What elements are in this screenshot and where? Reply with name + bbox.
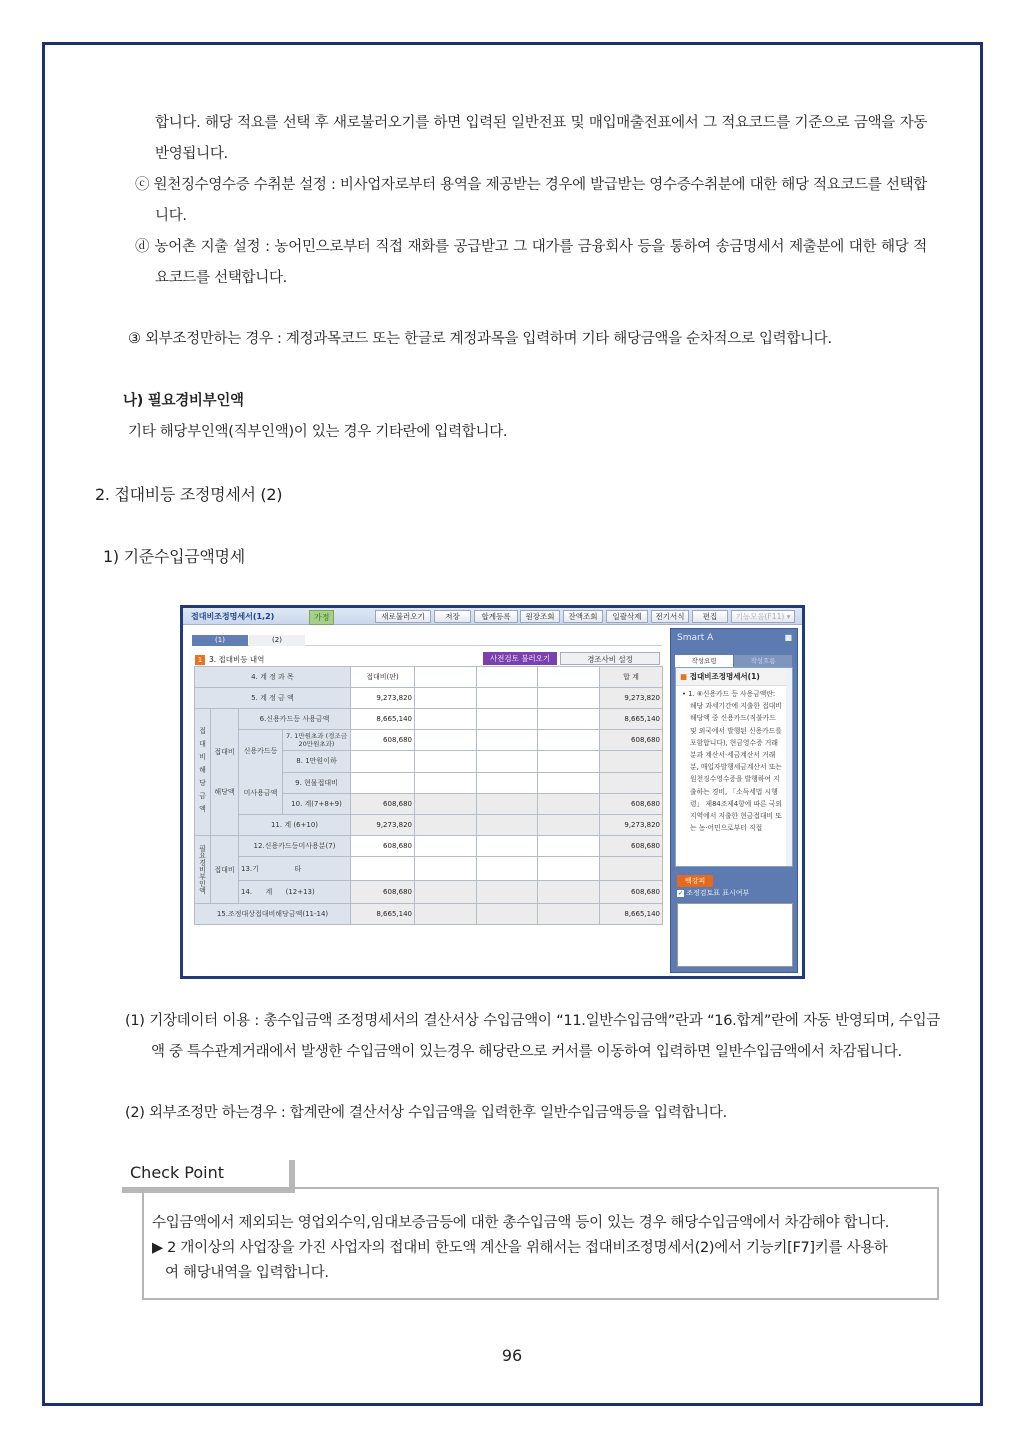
row-label: 15.조정대상접대비해당금액(11-14) — [195, 904, 351, 925]
label-part: 미사용금액 — [243, 789, 278, 797]
edit-button[interactable]: 편집 — [692, 610, 728, 623]
table-header-row — [195, 667, 663, 688]
row-label: 7. 1만원초과 (경조금20만원초과) — [283, 730, 351, 751]
cell[interactable] — [415, 857, 477, 881]
bullet-icon: ■ — [680, 672, 688, 681]
cell[interactable] — [538, 730, 600, 751]
row-label: 12.신용카드등미사용분(7) — [239, 836, 351, 857]
bulk-delete-button[interactable]: 일괄삭제 — [606, 610, 648, 623]
na-text: 기타 해당부인액(직부인액)이 있는 경우 기타란에 입력합니다. — [128, 424, 508, 440]
row-label: 5. 계 정 금 액 — [195, 688, 351, 709]
functions-dropdown[interactable]: 기능모음(F11) ▾ — [731, 610, 795, 623]
total-register-button[interactable]: 합계등록 — [474, 610, 518, 623]
checkbox-label: 조정검토표 표시여부 — [686, 889, 750, 897]
cell[interactable] — [415, 772, 477, 793]
cell-value[interactable]: 9,273,820 — [351, 688, 415, 709]
cell[interactable] — [415, 836, 477, 857]
cell-total — [600, 772, 663, 793]
cell-total: 608,680 — [600, 836, 663, 857]
tab-bar — [192, 635, 662, 646]
group-label: 필요경비부인액 — [195, 836, 211, 904]
table-row — [195, 881, 663, 904]
cell — [477, 904, 538, 925]
guide-content — [675, 667, 793, 867]
cell[interactable] — [477, 772, 538, 793]
cell[interactable] — [538, 751, 600, 772]
item-c: ⓒ 원천징수영수증 수취분 설정 : 비사업자로부터 용역을 제공받는 경우에 발급받는 영수증수취분에 대한 해당 적요코드를 선택합니다. — [135, 177, 927, 224]
cell[interactable] — [351, 772, 415, 793]
cell[interactable] — [538, 772, 600, 793]
group-sub-label — [211, 709, 239, 836]
item-3: ③ 외부조정만하는 경우 : 계정과목코드 또는 한글로 계정과목을 입력하며 기타 해당금액을 순차적으로 입력합니다. — [128, 331, 832, 347]
item-d: ⓓ 농어촌 지출 설정 : 농어민으로부터 직접 재화를 공급받고 그 대가를 금융회사 등을 통하여 송금명세서 제출분에 대한 해당 적요코드를 선택합니다. — [135, 239, 927, 286]
cell-value: 9,273,820 — [351, 815, 415, 836]
cell — [538, 904, 600, 925]
header-col2[interactable] — [415, 667, 477, 688]
table-row — [195, 836, 663, 857]
label-part: 신용카드등 — [243, 747, 278, 755]
tab-flow[interactable]: 작성흐름 — [734, 655, 792, 667]
row-label: 10. 계(7+8+9) — [283, 793, 351, 814]
row-label: 9. 현물접대비 — [283, 772, 351, 793]
subsection-heading-1: 1) 기준수입금액명세 — [103, 547, 245, 566]
guide-heading-text: 접대비조정명세서(1) — [689, 672, 760, 681]
cell[interactable] — [538, 857, 600, 881]
scrollbar[interactable] — [786, 668, 792, 867]
cell-value: 8,665,140 — [351, 904, 415, 925]
reload-button[interactable]: 새로불러오기 — [375, 610, 431, 623]
cell[interactable] — [415, 730, 477, 751]
memo-box[interactable] — [677, 903, 793, 967]
header-account: 4. 계 정 과 목 — [195, 667, 351, 688]
paragraph-b: 합니다. 해당 적요를 선택 후 새로불러오기를 하면 입력된 일반전표 및 매입매출전표에서 그 적요코드를 기준으로 금액을 자동 반영됩니다. — [155, 115, 927, 162]
smart-a-panel — [670, 628, 798, 973]
entertainment-table — [194, 666, 663, 925]
ledger-button[interactable]: 원장조회 — [520, 610, 560, 623]
row-label: 14. 계 (12+13) — [239, 881, 351, 904]
toolbar — [183, 608, 802, 625]
note-2: (2) 외부조정만 하는경우 : 합계란에 결산서상 수입금액을 입력한후 일반수입금액등을 입력합니다. — [125, 1105, 727, 1121]
cell — [415, 881, 477, 904]
cell[interactable] — [538, 709, 600, 730]
cell — [538, 793, 600, 814]
row-label: 11. 계 (6+10) — [239, 815, 351, 836]
checkbox-icon[interactable]: ✓ — [677, 890, 684, 897]
cell-total: 608,680 — [600, 881, 663, 904]
tab-guide[interactable]: 작성요령 — [675, 655, 733, 667]
cell-total: 8,665,140 — [600, 709, 663, 730]
precheck-button[interactable]: 사전검토 불러오기 — [483, 652, 557, 665]
cell — [477, 815, 538, 836]
cell — [415, 793, 477, 814]
group-label: 접대비해당금액 — [195, 709, 211, 836]
tab-2[interactable]: (2) — [249, 635, 305, 646]
cell-total — [600, 751, 663, 772]
header-col3[interactable] — [477, 667, 538, 688]
cell[interactable] — [477, 751, 538, 772]
label-part: 접대비 — [214, 748, 235, 756]
row-label: 13.기 타 — [239, 857, 351, 881]
section-title: 3. 접대비등 내역 — [209, 655, 265, 664]
cell — [538, 815, 600, 836]
cell[interactable] — [477, 857, 538, 881]
cell[interactable] — [415, 709, 477, 730]
section-heading-2: 2. 접대비등 조정명세서 (2) — [95, 485, 283, 504]
cell-total: 608,680 — [600, 730, 663, 751]
group-sub-label: 접대비 — [211, 836, 239, 904]
table-row — [195, 730, 663, 751]
cell-value[interactable]: 608,680 — [351, 730, 415, 751]
cell-total: 8,665,140 — [600, 904, 663, 925]
cell — [477, 793, 538, 814]
cell-value[interactable]: 608,680 — [351, 836, 415, 857]
cell[interactable] — [477, 709, 538, 730]
note-1: (1) 기장데이터 이용 : 총수입금액 조정명세서의 결산서상 수입금액이 “11.일반수입금액”란과 “16.합계”란에 자동 반영되며, 수입금액 중 특수관계거래에서 발생한 수입금액이 있는경우 해당란으로 커서를 이동하여 입력하면 일반수입금액에서 차감됩니다. — [125, 1013, 940, 1060]
cell[interactable] — [415, 751, 477, 772]
table-row — [195, 709, 663, 730]
cell[interactable] — [477, 836, 538, 857]
header-total: 합 계 — [600, 667, 663, 688]
page-number: 96 — [501, 1346, 523, 1365]
section-number-icon: 1 — [195, 655, 205, 665]
table-row — [195, 904, 663, 925]
checkpoint-line: ▶ 2 개이상의 사업장을 가진 사업자의 접대비 한도액 계산을 위해서는 접대비조정명세서(2)에서 기능키[F7]키를 사용하 — [152, 1240, 888, 1256]
panel-title: Smart A — [677, 633, 714, 643]
review-checkbox[interactable] — [677, 888, 749, 898]
subgroup-label — [239, 730, 283, 815]
table-row — [195, 815, 663, 836]
cell[interactable] — [351, 751, 415, 772]
app-screenshot — [180, 605, 805, 979]
cell[interactable] — [415, 688, 477, 709]
table-row — [195, 688, 663, 709]
label-part: 해당액 — [214, 788, 235, 796]
cell-total: 608,680 — [600, 793, 663, 814]
header-col4[interactable] — [538, 667, 600, 688]
header-col1[interactable]: 접대비(판) — [351, 667, 415, 688]
balance-button[interactable]: 잔액조회 — [563, 610, 603, 623]
cell[interactable] — [477, 730, 538, 751]
cell-value: 608,680 — [351, 793, 415, 814]
cell-total — [600, 857, 663, 881]
memo-button[interactable]: 백강피 — [677, 875, 713, 887]
cell — [415, 904, 477, 925]
prior-form-button[interactable]: 전기서식 — [651, 610, 689, 623]
cell — [477, 881, 538, 904]
table-row — [195, 857, 663, 881]
guide-heading — [676, 668, 792, 686]
cell-total: 9,273,820 — [600, 815, 663, 836]
section-label — [195, 654, 264, 665]
guide-text: • 1. ⑥신용카드 등 사용금액란: 해당 과세기간에 지출한 접대비해당액 중 신용카드(직불카드 및 외국에서 발행된 신용카드를 포함합니다), 현금영수증 거래분과 계산서·세금계산서 거래분, 매입자발행세금계산서 또는 원천징수영수증을 발행하여 지출하는 경비, 「소득세법 시행령」 제84조제4항에 따른 국외지역에서 지출한 현금접대비 또는 농·어민으로부터 직접 — [682, 690, 782, 833]
checkpoint-label: Check Point — [130, 1163, 225, 1182]
save-button[interactable]: 저장 — [434, 610, 471, 623]
checkpoint-line: 여 해당내역을 입력합니다. — [165, 1265, 329, 1281]
cell-value: 608,680 — [351, 881, 415, 904]
checkpoint-line: 수입금액에서 제외되는 영업외수익,임대보증금등에 대한 총수입금액 등이 있는 경우 해당수입금액에서 차감해야 합니다. — [152, 1215, 890, 1231]
row-label: 8. 1만원이하 — [283, 751, 351, 772]
tab-1[interactable]: (1) — [192, 635, 248, 646]
status-badge: 가정 — [309, 610, 334, 625]
cell-total: 9,273,820 — [600, 688, 663, 709]
cell[interactable] — [477, 688, 538, 709]
window-title: 접대비조정명세서(1,2) — [191, 612, 275, 621]
cell — [538, 881, 600, 904]
subheading-na: 나) 필요경비부인액 — [123, 393, 244, 409]
row-label: 6.신용카드등 사용금액 — [239, 709, 351, 730]
cell — [415, 815, 477, 836]
cell[interactable] — [351, 857, 415, 881]
cell[interactable] — [538, 836, 600, 857]
pin-icon[interactable]: ■ — [784, 633, 792, 642]
cell-value[interactable]: 8,665,140 — [351, 709, 415, 730]
gyeongjo-button[interactable]: 경조사비 설정 — [560, 652, 660, 665]
cell[interactable] — [538, 688, 600, 709]
